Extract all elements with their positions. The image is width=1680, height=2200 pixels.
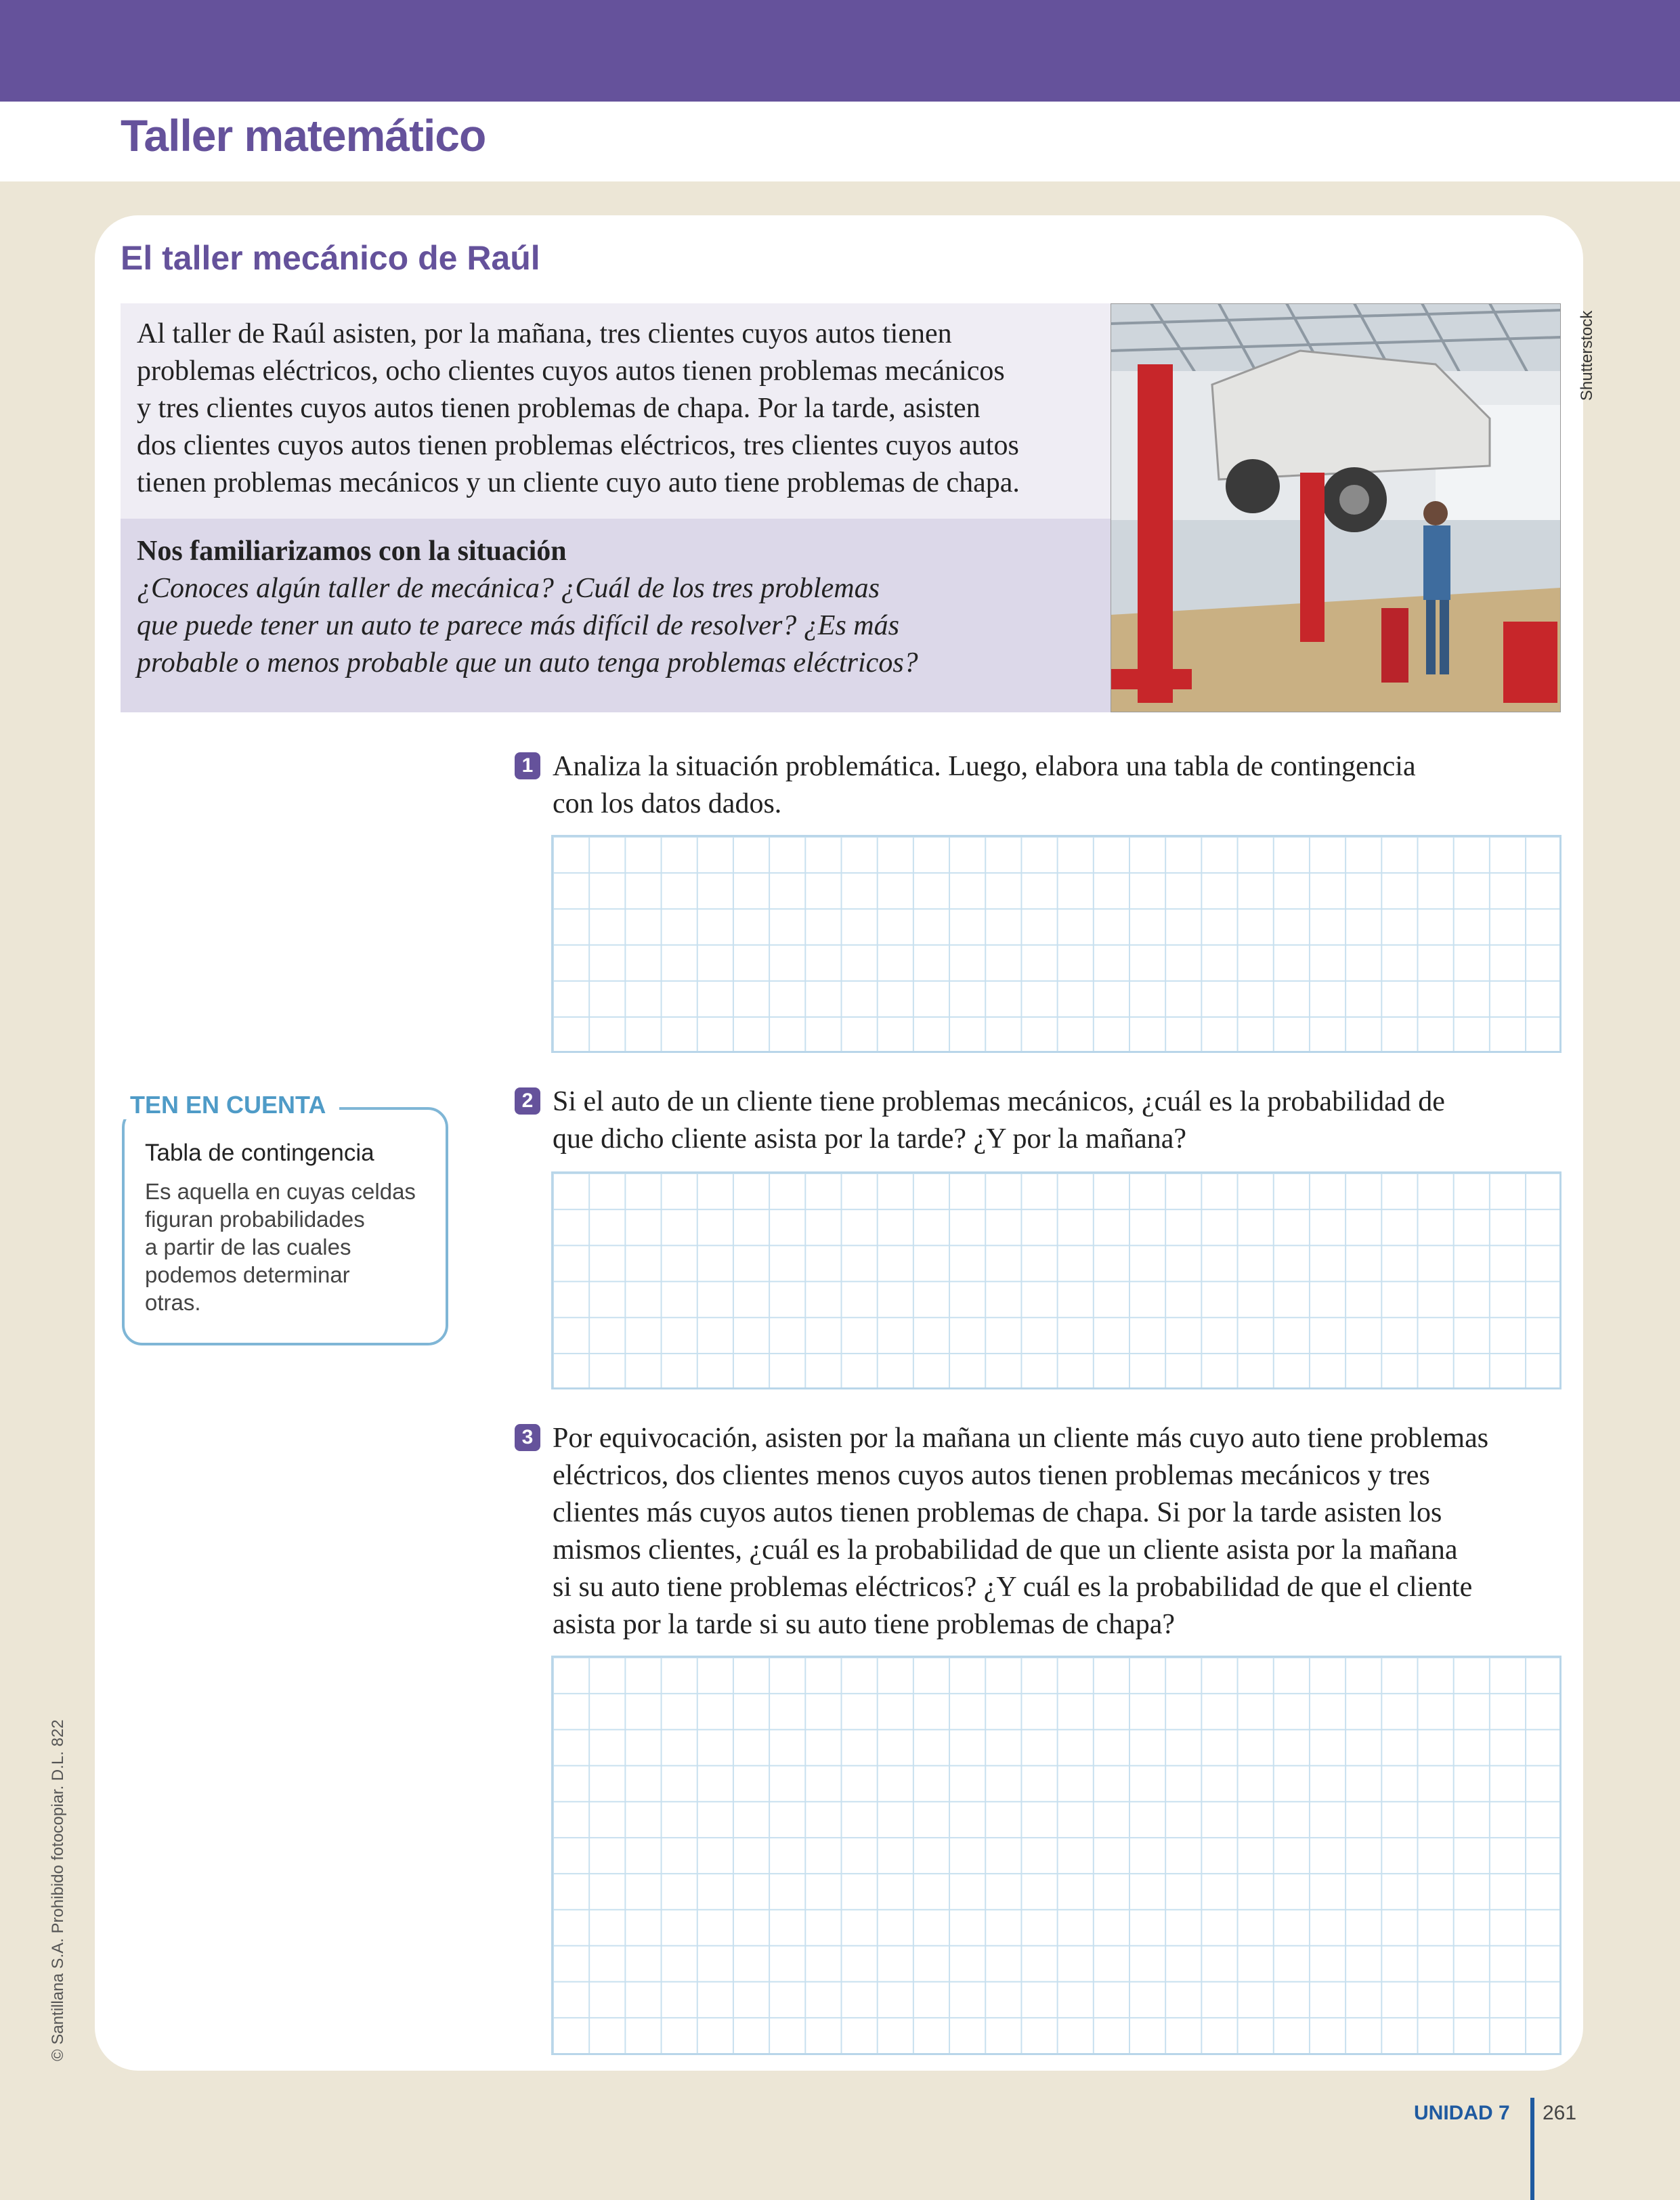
text-line: si su auto tiene problemas eléctricos? ¿Y cuál es la probabilidad de que el cliente — [553, 1572, 1473, 1603]
answer-grid-1[interactable] — [551, 835, 1561, 1053]
page-title: Taller matemático — [121, 110, 486, 160]
question-number-badge: 2 — [515, 1087, 540, 1115]
text-line: Por equivocación, asisten por la mañana un cliente más cuyo auto tiene problemas — [553, 1423, 1489, 1454]
question-text — [553, 748, 1571, 823]
question-number-badge: 1 — [515, 752, 540, 779]
text-line: y tres clientes cuyos autos tienen problemas de chapa. Por la tarde, asisten — [137, 393, 981, 424]
note-tab-label: TEN EN CUENTA — [122, 1091, 339, 1119]
text-line: Si el auto de un cliente tiene problemas mecánicos, ¿cuál es la probabilidad de — [553, 1086, 1445, 1117]
garage-photo — [1111, 303, 1561, 712]
photo-credit: Shutterstock — [1578, 310, 1596, 401]
text-line: clientes más cuyos autos tienen problemas de chapa. Si por la tarde asisten los — [553, 1497, 1442, 1528]
text-line: probable o menos probable que un auto tenga problemas eléctricos? — [137, 647, 918, 678]
text-line: figuran probabilidades — [145, 1207, 365, 1232]
ten-en-cuenta-box — [122, 1091, 448, 1345]
familiar-questions — [137, 570, 1094, 682]
footer-divider — [1530, 2098, 1534, 2200]
copyright-notice: © Santillana S.A. Prohibido fotocopiar. D.L. 822 — [49, 1719, 67, 2061]
text-line: asista por la tarde si su auto tiene problemas de chapa? — [553, 1609, 1175, 1640]
section-title: El taller mecánico de Raúl — [121, 239, 540, 277]
question-text — [553, 1083, 1571, 1158]
text-line: a partir de las cuales — [145, 1234, 351, 1259]
question-1 — [515, 748, 1571, 823]
text-line: eléctricos, dos clientes menos cuyos autos tienen problemas mecánicos y tres — [553, 1460, 1430, 1491]
intro-paragraph — [137, 316, 1094, 502]
text-line: con los datos dados. — [553, 788, 782, 819]
text-line: ¿Conoces algún taller de mecánica? ¿Cuál de los tres problemas — [137, 573, 880, 604]
unit-label: UNIDAD 7 — [1414, 2102, 1510, 2124]
note-term: Tabla de contingencia — [145, 1140, 374, 1166]
question-text — [553, 1420, 1571, 1643]
text-line: Al taller de Raúl asisten, por la mañana, tres clientes cuyos autos tienen — [137, 318, 952, 349]
page-number: 261 — [1543, 2102, 1577, 2124]
text-line: Es aquella en cuyas celdas — [145, 1179, 416, 1204]
question-2 — [515, 1083, 1571, 1158]
text-line: que dicho cliente asista por la tarde? ¿Y por la mañana? — [553, 1123, 1187, 1155]
answer-grid-3[interactable] — [551, 1656, 1561, 2055]
answer-grid-2[interactable] — [551, 1171, 1561, 1389]
text-line: otras. — [145, 1290, 201, 1315]
note-definition — [145, 1178, 429, 1316]
text-line: problemas eléctricos, ocho clientes cuyos autos tienen problemas mecánicos — [137, 355, 1005, 387]
text-line: Analiza la situación problemática. Luego, elabora una tabla de contingencia — [553, 751, 1416, 782]
familiar-box — [121, 519, 1111, 712]
text-line: tienen problemas mecánicos y un cliente cuyo auto tiene problemas de chapa. — [137, 467, 1020, 498]
question-number-badge: 3 — [515, 1424, 540, 1451]
text-line: dos clientes cuyos autos tienen problemas eléctricos, tres clientes cuyos autos — [137, 430, 1019, 461]
header-bar — [0, 0, 1680, 102]
oil-drain — [1381, 608, 1408, 683]
text-line: que puede tener un auto te parece más difícil de resolver? ¿Es más — [137, 610, 899, 641]
text-line: mismos clientes, ¿cuál es la probabilidad de que un cliente asista por la mañana — [553, 1534, 1458, 1566]
familiar-title: Nos familiarizamos con la situación — [137, 536, 567, 567]
text-line: podemos determinar — [145, 1262, 350, 1287]
intro-box — [121, 303, 1111, 519]
question-3 — [515, 1420, 1571, 1643]
